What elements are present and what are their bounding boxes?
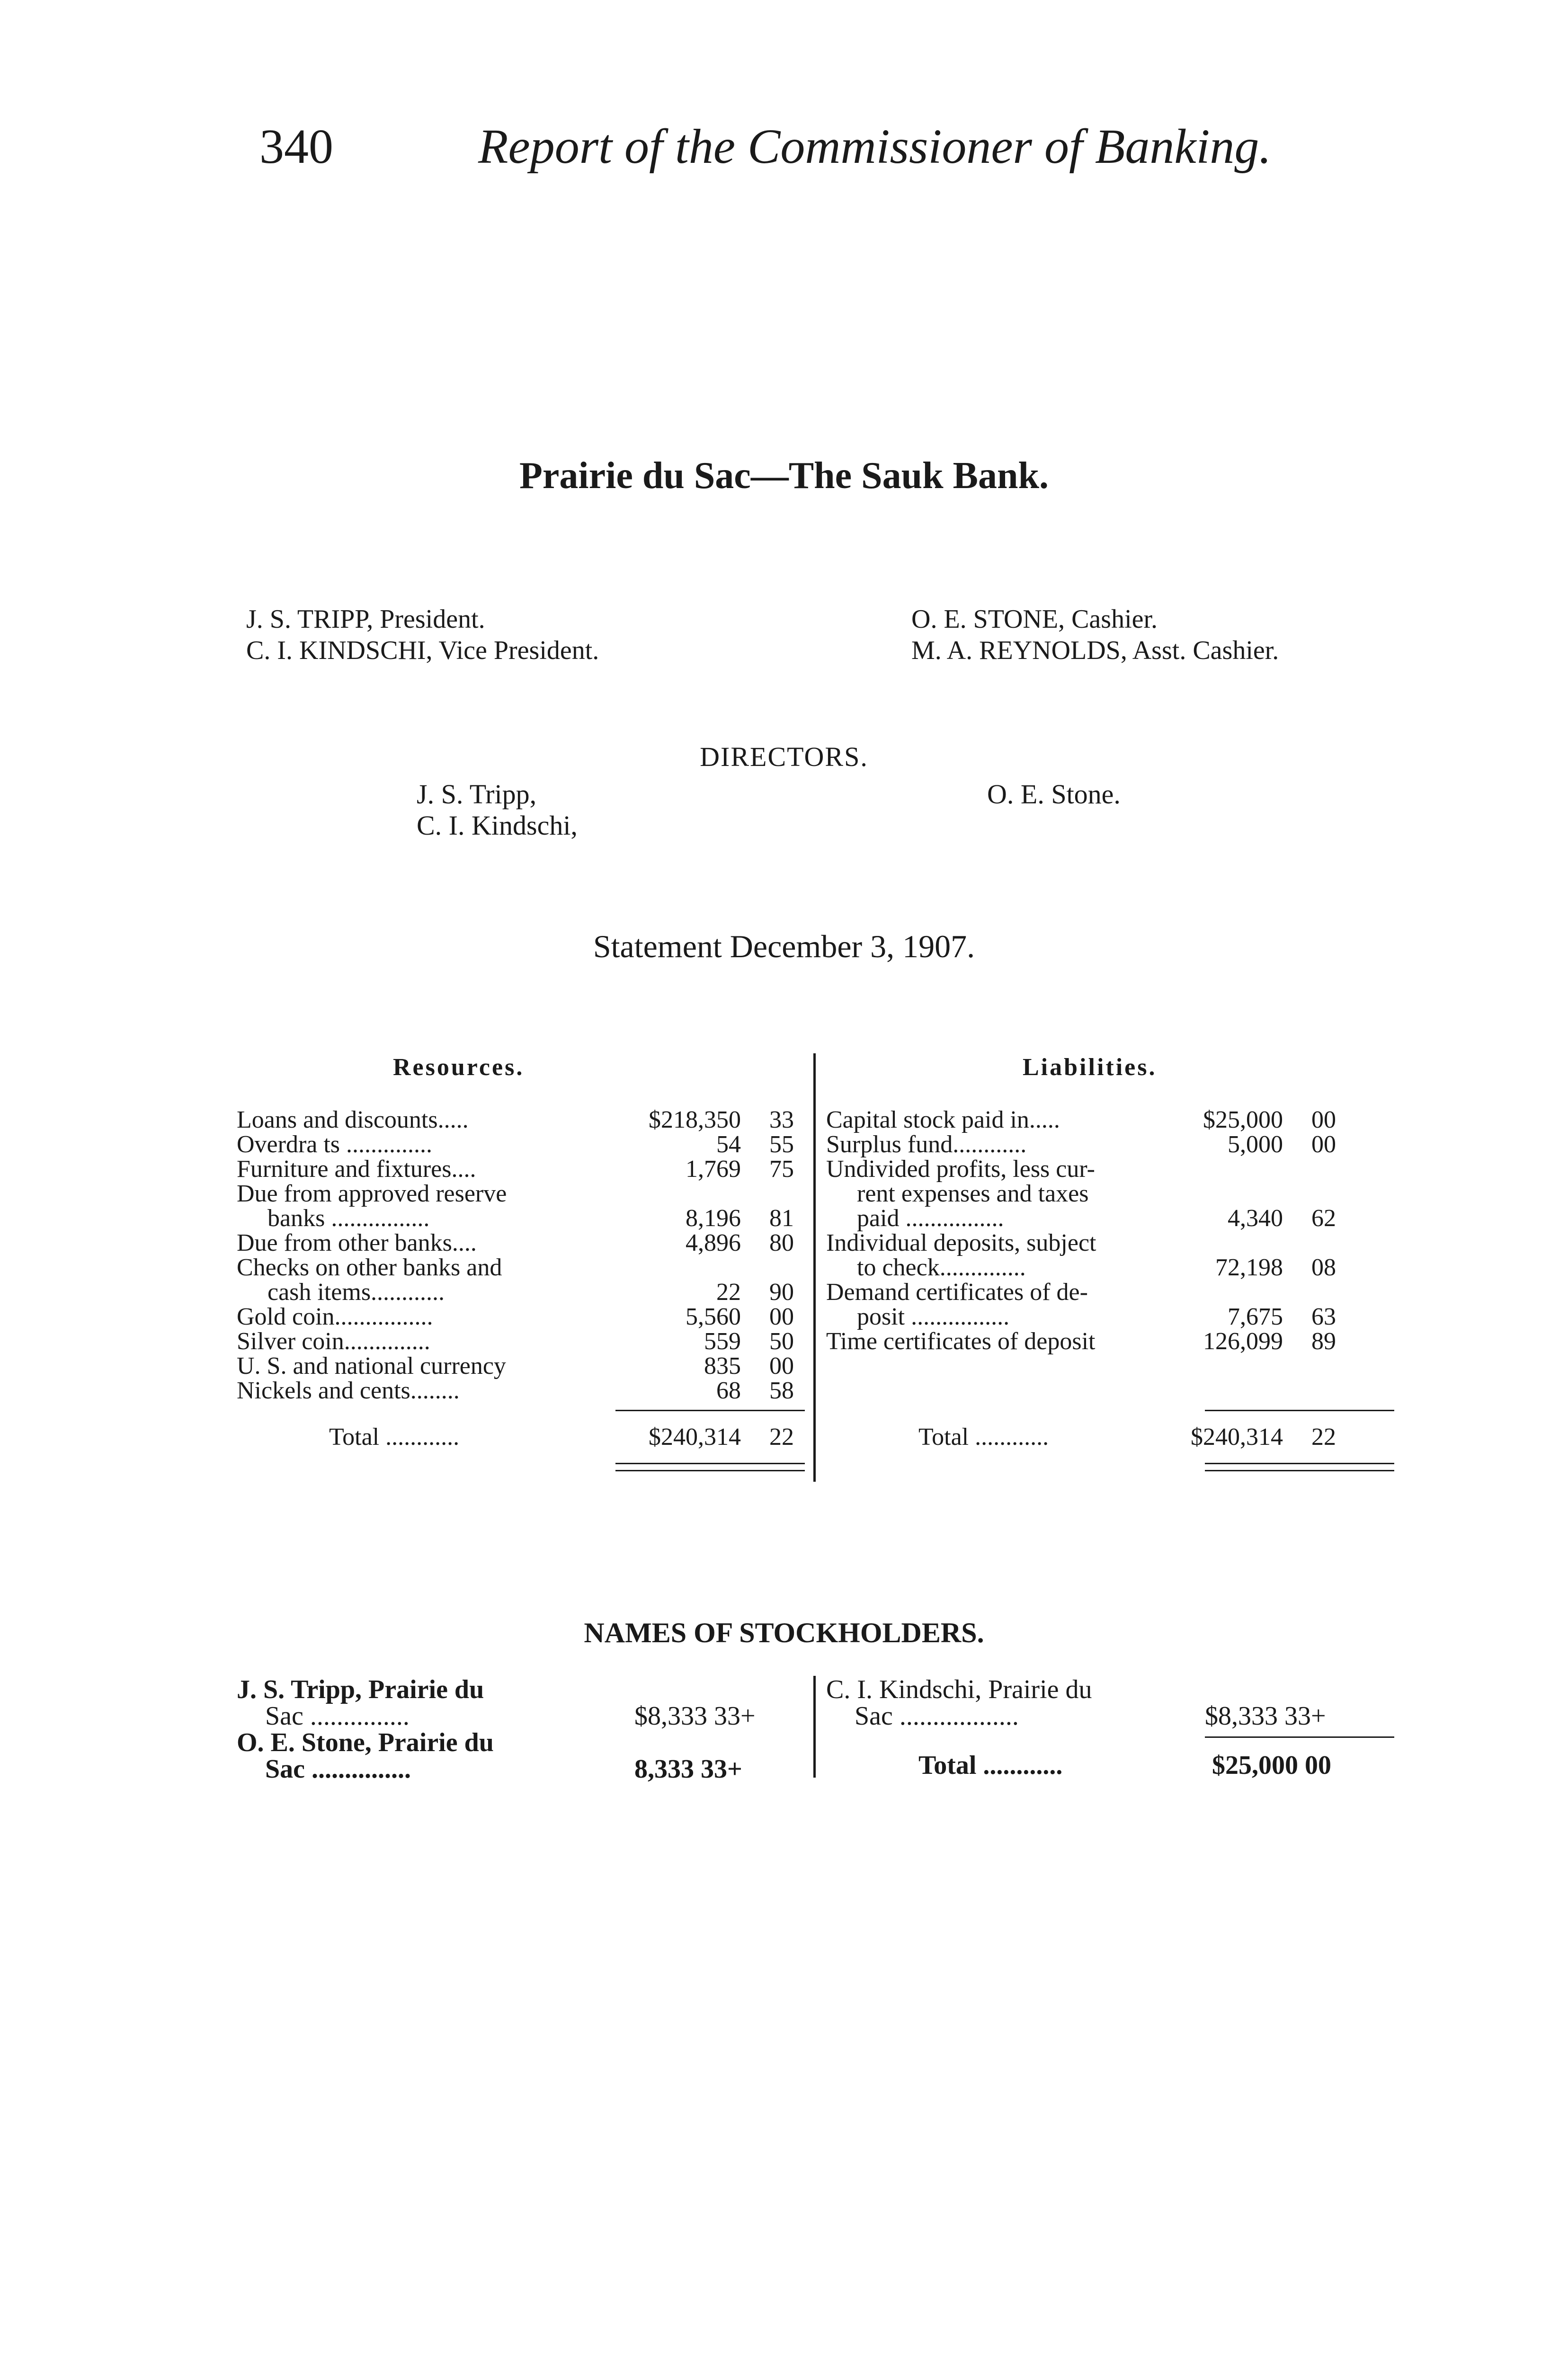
resources-double-rule: [615, 1463, 805, 1471]
table-row: Gold coin................ 5,560 00: [237, 1303, 794, 1330]
table-row: Due from other banks.... 4,896 80: [237, 1229, 794, 1256]
liabilities-total: [826, 1425, 1394, 1450]
table-row: paid ................ 4,340 62: [857, 1205, 1336, 1232]
director-stone: O. E. Stone.: [987, 779, 1121, 810]
stockholders-total-amount: $25,000 00: [1212, 1751, 1331, 1780]
stockholders-left: [237, 1676, 805, 1785]
stockholders-divider: [813, 1676, 816, 1778]
liabilities-double-rule: [1205, 1463, 1394, 1471]
stockholder-amount: $8,333 33+: [1205, 1701, 1326, 1731]
stockholder-name-cont: Sac ...............: [265, 1701, 410, 1731]
stockholder-amount: 8,333 33+: [634, 1754, 742, 1784]
table-row: Individual deposits, subject: [826, 1229, 1096, 1256]
table-row: posit ................ 7,675 63: [857, 1303, 1336, 1330]
table-row: Undivided profits, less cur-: [826, 1156, 1095, 1183]
officer-asst-cashier: M. A. REYNOLDS, Asst. Cashier.: [911, 636, 1279, 665]
officers-left: [246, 604, 599, 666]
table-row: Time certificates of deposit 126,099 89: [826, 1328, 1336, 1355]
table-row: Surplus fund............ 5,000 00: [826, 1131, 1336, 1158]
resources-total: [237, 1425, 805, 1450]
stockholder-name-cont: Sac ..................: [855, 1701, 1019, 1731]
stockholders-heading: NAMES OF STOCKHOLDERS.: [584, 1617, 984, 1648]
table-row: U. S. and national currency 835 00: [237, 1353, 794, 1379]
resources-table: [237, 1108, 805, 1403]
officer-cashier: O. E. STONE, Cashier.: [911, 605, 1158, 634]
directors-right: [987, 779, 1121, 810]
statement-divider: [813, 1053, 816, 1482]
officer-president: J. S. TRIPP, President.: [246, 605, 485, 634]
bank-title: Prairie du Sac—The Sauk Bank.: [519, 455, 1049, 497]
table-row: Nickels and cents........ 68 58: [237, 1377, 794, 1404]
officers-right: [911, 604, 1279, 666]
directors-heading: DIRECTORS.: [700, 741, 868, 772]
stockholder-name: O. E. Stone, Prairie du: [237, 1728, 494, 1757]
resources-heading: Resources.: [393, 1054, 525, 1081]
table-row: Due from approved reserve: [237, 1180, 507, 1207]
stockholders-total-label: Total ............: [918, 1751, 1063, 1780]
statement-title: Statement December 3, 1907.: [593, 928, 975, 964]
table-row: Overdra ts .............. 54 55: [237, 1131, 794, 1158]
director-kindschi: C. I. Kindschi,: [417, 810, 578, 841]
officer-vice-president: C. I. KINDSCHI, Vice President.: [246, 636, 599, 665]
table-row-total: Total ............ $240,314 22: [329, 1424, 794, 1450]
table-row: to check.............. 72,198 08: [857, 1254, 1336, 1281]
table-row: Silver coin.............. 559 50: [237, 1328, 794, 1355]
stockholder-name: J. S. Tripp, Prairie du: [237, 1675, 484, 1704]
table-row: Demand certificates of de-: [826, 1279, 1088, 1306]
stockholder-name-cont: Sac ...............: [265, 1754, 411, 1784]
table-row: Loans and discounts..... $218,350 33: [237, 1106, 794, 1133]
table-row: Furniture and fixtures.... 1,769 75: [237, 1156, 794, 1183]
table-row: cash items............ 22 90: [267, 1279, 794, 1306]
running-title: Report of the Commissioner of Banking.: [478, 119, 1272, 174]
stockholders-sum-rule: [1205, 1736, 1394, 1738]
directors-left: [417, 779, 578, 841]
stockholder-amount: $8,333 33+: [634, 1701, 756, 1731]
table-row: Checks on other banks and: [237, 1254, 502, 1281]
table-row: Capital stock paid in..... $25,000 00: [826, 1106, 1336, 1133]
liabilities-sum-rule: [1205, 1410, 1394, 1411]
page-number: 340: [259, 119, 333, 174]
stockholder-name: C. I. Kindschi, Prairie du: [826, 1675, 1092, 1704]
stockholders-right: [826, 1676, 1394, 1785]
director-tripp: J. S. Tripp,: [417, 779, 537, 810]
liabilities-heading: Liabilities.: [1023, 1054, 1157, 1081]
table-row-total: Total ............ $240,314 22: [918, 1424, 1336, 1450]
liabilities-table: [826, 1108, 1394, 1354]
resources-sum-rule: [615, 1410, 805, 1411]
table-row: banks ................ 8,196 81: [267, 1205, 794, 1232]
table-row: rent expenses and taxes: [857, 1180, 1089, 1207]
